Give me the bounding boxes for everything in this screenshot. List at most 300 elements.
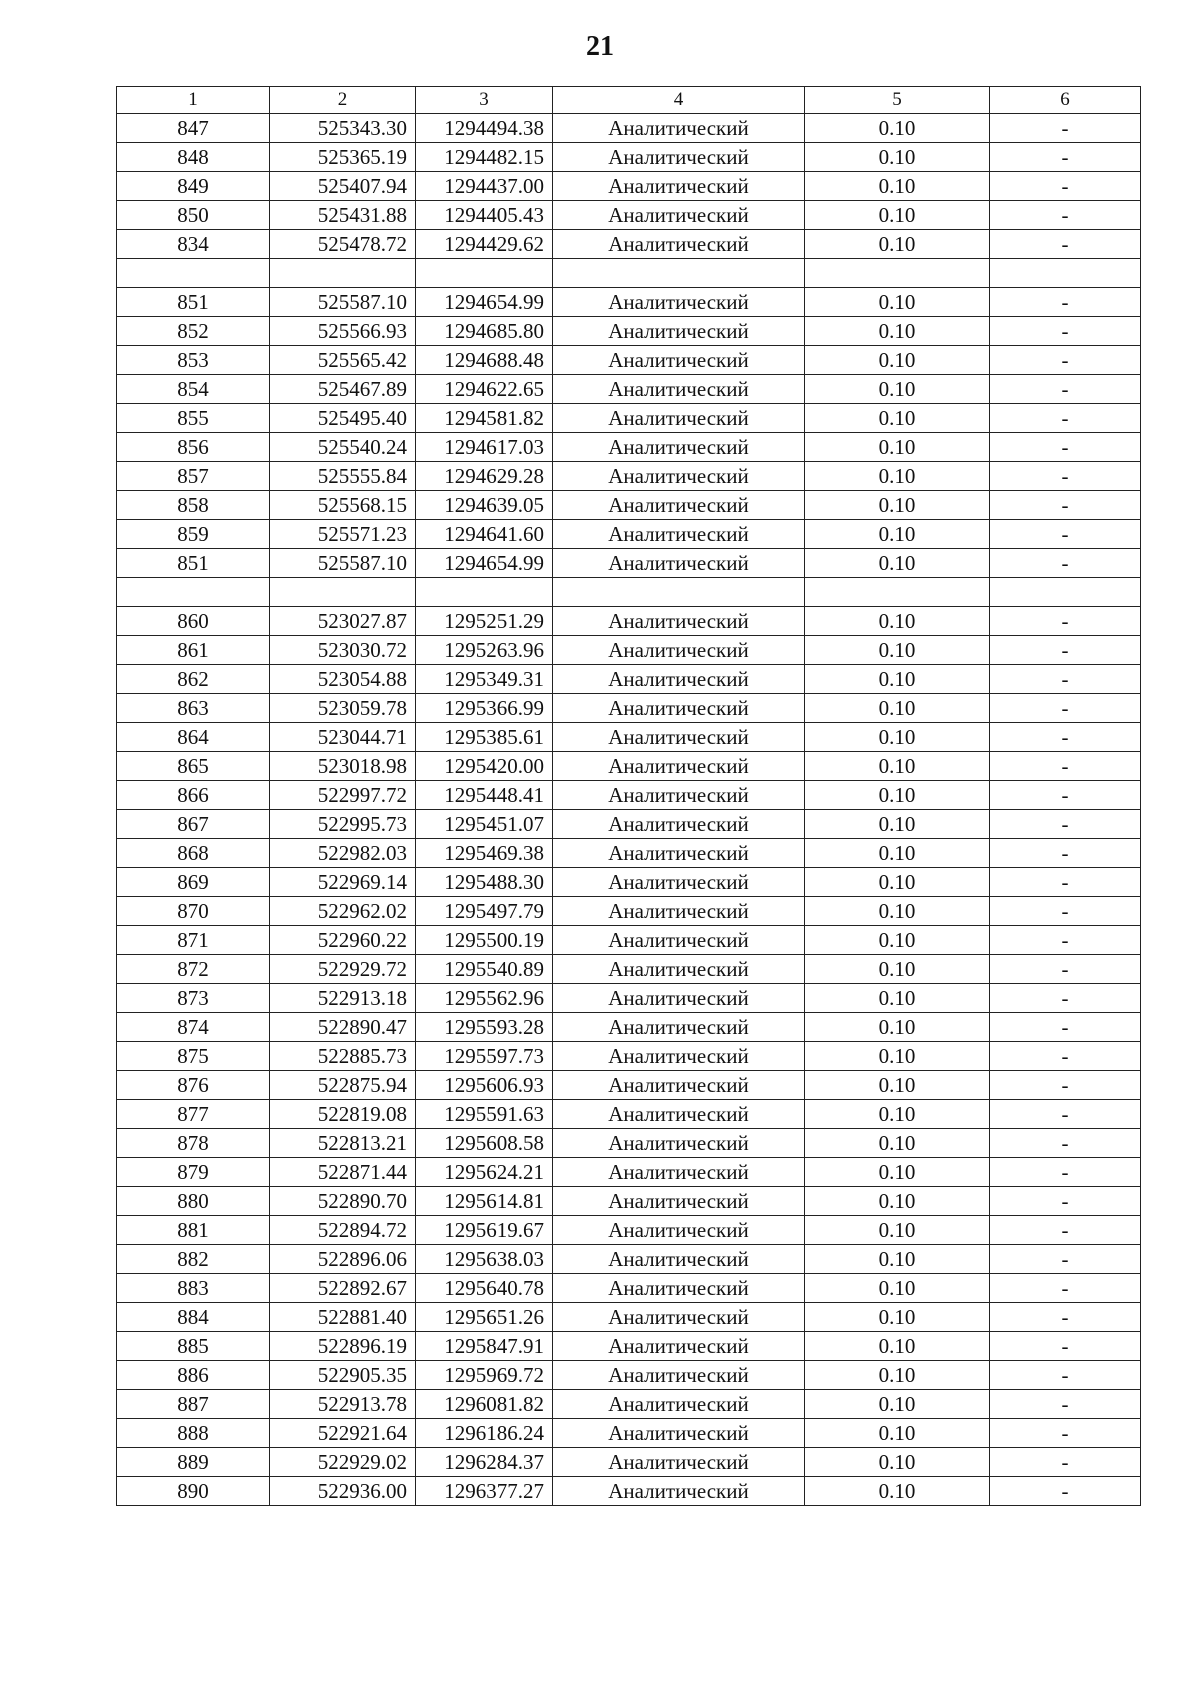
y-coordinate-cell: 1295593.28 — [416, 1013, 553, 1042]
note-cell: - — [990, 839, 1141, 868]
note-cell: - — [990, 462, 1141, 491]
table-row — [117, 955, 1141, 984]
y-coordinate-cell: 1295366.99 — [416, 694, 553, 723]
accuracy-cell: 0.10 — [805, 462, 990, 491]
table-row — [117, 723, 1141, 752]
accuracy-cell: 0.10 — [805, 1071, 990, 1100]
note-cell: - — [990, 665, 1141, 694]
point-number-cell: 869 — [117, 868, 270, 897]
method-cell: Аналитический — [553, 1390, 805, 1419]
point-number-cell: 872 — [117, 955, 270, 984]
y-coordinate-cell: 1294494.38 — [416, 114, 553, 143]
note-cell: - — [990, 317, 1141, 346]
x-coordinate-cell: 522905.35 — [270, 1361, 416, 1390]
x-coordinate-cell: 525571.23 — [270, 520, 416, 549]
table-row — [117, 1303, 1141, 1332]
method-cell: Аналитический — [553, 1477, 805, 1506]
table-row — [117, 172, 1141, 201]
x-coordinate-cell: 522969.14 — [270, 868, 416, 897]
table-row — [117, 520, 1141, 549]
x-coordinate-cell: 522936.00 — [270, 1477, 416, 1506]
table-row — [117, 259, 1141, 288]
point-number-cell: 863 — [117, 694, 270, 723]
point-number-cell: 878 — [117, 1129, 270, 1158]
y-coordinate-cell: 1294482.15 — [416, 143, 553, 172]
accuracy-cell: 0.10 — [805, 317, 990, 346]
x-coordinate-cell: 523027.87 — [270, 607, 416, 636]
accuracy-cell: 0.10 — [805, 1129, 990, 1158]
x-coordinate-cell: 525587.10 — [270, 288, 416, 317]
accuracy-cell: 0.10 — [805, 926, 990, 955]
x-coordinate-cell: 522960.22 — [270, 926, 416, 955]
x-coordinate-cell: 522892.67 — [270, 1274, 416, 1303]
note-cell: - — [990, 201, 1141, 230]
note-cell: - — [990, 288, 1141, 317]
note-cell: - — [990, 172, 1141, 201]
x-coordinate-cell: 522982.03 — [270, 839, 416, 868]
table-row — [117, 1013, 1141, 1042]
note-cell: - — [990, 433, 1141, 462]
column-header-1: 1 — [117, 87, 270, 114]
accuracy-cell: 0.10 — [805, 288, 990, 317]
table-row — [117, 549, 1141, 578]
method-cell: Аналитический — [553, 1448, 805, 1477]
point-number-cell: 881 — [117, 1216, 270, 1245]
y-coordinate-cell: 1294639.05 — [416, 491, 553, 520]
y-coordinate-cell: 1295619.67 — [416, 1216, 553, 1245]
method-cell: Аналитический — [553, 1187, 805, 1216]
accuracy-cell: 0.10 — [805, 1390, 990, 1419]
table-row — [117, 1071, 1141, 1100]
method-cell: Аналитический — [553, 1303, 805, 1332]
point-number-cell — [117, 578, 270, 607]
accuracy-cell: 0.10 — [805, 1303, 990, 1332]
method-cell: Аналитический — [553, 955, 805, 984]
y-coordinate-cell: 1294622.65 — [416, 375, 553, 404]
y-coordinate-cell: 1294654.99 — [416, 288, 553, 317]
method-cell: Аналитический — [553, 375, 805, 404]
table-row — [117, 1477, 1141, 1506]
accuracy-cell: 0.10 — [805, 172, 990, 201]
note-cell: - — [990, 897, 1141, 926]
method-cell: Аналитический — [553, 491, 805, 520]
method-cell: Аналитический — [553, 1158, 805, 1187]
x-coordinate-cell: 525565.42 — [270, 346, 416, 375]
y-coordinate-cell: 1295624.21 — [416, 1158, 553, 1187]
x-coordinate-cell: 525343.30 — [270, 114, 416, 143]
table-row — [117, 781, 1141, 810]
table-body — [117, 114, 1141, 1506]
method-cell: Аналитический — [553, 1245, 805, 1274]
x-coordinate-cell: 522894.72 — [270, 1216, 416, 1245]
method-cell: Аналитический — [553, 143, 805, 172]
table-row — [117, 143, 1141, 172]
accuracy-cell: 0.10 — [805, 636, 990, 665]
note-cell: - — [990, 752, 1141, 781]
x-coordinate-cell: 525568.15 — [270, 491, 416, 520]
accuracy-cell: 0.10 — [805, 723, 990, 752]
table-row — [117, 375, 1141, 404]
note-cell — [990, 259, 1141, 288]
accuracy-cell: 0.10 — [805, 607, 990, 636]
method-cell: Аналитический — [553, 1071, 805, 1100]
note-cell: - — [990, 810, 1141, 839]
point-number-cell: 870 — [117, 897, 270, 926]
method-cell: Аналитический — [553, 810, 805, 839]
point-number-cell: 886 — [117, 1361, 270, 1390]
point-number-cell: 867 — [117, 810, 270, 839]
accuracy-cell: 0.10 — [805, 230, 990, 259]
y-coordinate-cell: 1294405.43 — [416, 201, 553, 230]
x-coordinate-cell: 525478.72 — [270, 230, 416, 259]
table-row — [117, 752, 1141, 781]
accuracy-cell: 0.10 — [805, 114, 990, 143]
accuracy-cell: 0.10 — [805, 1332, 990, 1361]
x-coordinate-cell: 525566.93 — [270, 317, 416, 346]
y-coordinate-cell: 1296081.82 — [416, 1390, 553, 1419]
method-cell: Аналитический — [553, 549, 805, 578]
y-coordinate-cell: 1295969.72 — [416, 1361, 553, 1390]
column-header-2: 2 — [270, 87, 416, 114]
point-number-cell: 834 — [117, 230, 270, 259]
point-number-cell: 862 — [117, 665, 270, 694]
method-cell: Аналитический — [553, 1419, 805, 1448]
accuracy-cell: 0.10 — [805, 955, 990, 984]
point-number-cell: 875 — [117, 1042, 270, 1071]
point-number-cell: 853 — [117, 346, 270, 375]
y-coordinate-cell: 1295500.19 — [416, 926, 553, 955]
x-coordinate-cell: 523059.78 — [270, 694, 416, 723]
x-coordinate-cell — [270, 259, 416, 288]
point-number-cell: 887 — [117, 1390, 270, 1419]
x-coordinate-cell: 525555.84 — [270, 462, 416, 491]
accuracy-cell: 0.10 — [805, 752, 990, 781]
table-row — [117, 926, 1141, 955]
x-coordinate-cell: 522885.73 — [270, 1042, 416, 1071]
accuracy-cell: 0.10 — [805, 1274, 990, 1303]
x-coordinate-cell: 525587.10 — [270, 549, 416, 578]
table-row — [117, 288, 1141, 317]
accuracy-cell: 0.10 — [805, 868, 990, 897]
column-header-4: 4 — [553, 87, 805, 114]
method-cell: Аналитический — [553, 520, 805, 549]
accuracy-cell: 0.10 — [805, 404, 990, 433]
column-header-5: 5 — [805, 87, 990, 114]
method-cell: Аналитический — [553, 1274, 805, 1303]
y-coordinate-cell: 1295448.41 — [416, 781, 553, 810]
point-number-cell: 879 — [117, 1158, 270, 1187]
accuracy-cell: 0.10 — [805, 201, 990, 230]
note-cell: - — [990, 1129, 1141, 1158]
method-cell: Аналитический — [553, 984, 805, 1013]
y-coordinate-cell: 1294685.80 — [416, 317, 553, 346]
note-cell: - — [990, 723, 1141, 752]
point-number-cell: 873 — [117, 984, 270, 1013]
x-coordinate-cell: 525467.89 — [270, 375, 416, 404]
table-row — [117, 1129, 1141, 1158]
point-number-cell: 865 — [117, 752, 270, 781]
note-cell: - — [990, 1071, 1141, 1100]
note-cell: - — [990, 1245, 1141, 1274]
y-coordinate-cell: 1295606.93 — [416, 1071, 553, 1100]
note-cell: - — [990, 984, 1141, 1013]
x-coordinate-cell: 522913.18 — [270, 984, 416, 1013]
method-cell: Аналитический — [553, 897, 805, 926]
method-cell: Аналитический — [553, 230, 805, 259]
x-coordinate-cell: 522819.08 — [270, 1100, 416, 1129]
table-row — [117, 984, 1141, 1013]
note-cell: - — [990, 1042, 1141, 1071]
point-number-cell: 851 — [117, 549, 270, 578]
table-row — [117, 1361, 1141, 1390]
note-cell: - — [990, 1477, 1141, 1506]
y-coordinate-cell: 1295349.31 — [416, 665, 553, 694]
point-number-cell: 857 — [117, 462, 270, 491]
accuracy-cell: 0.10 — [805, 694, 990, 723]
point-number-cell: 888 — [117, 1419, 270, 1448]
y-coordinate-cell: 1296186.24 — [416, 1419, 553, 1448]
table-row — [117, 1332, 1141, 1361]
table-row — [117, 810, 1141, 839]
y-coordinate-cell: 1295420.00 — [416, 752, 553, 781]
point-number-cell: 847 — [117, 114, 270, 143]
point-number-cell: 864 — [117, 723, 270, 752]
accuracy-cell: 0.10 — [805, 810, 990, 839]
accuracy-cell: 0.10 — [805, 1419, 990, 1448]
point-number-cell: 874 — [117, 1013, 270, 1042]
x-coordinate-cell: 525431.88 — [270, 201, 416, 230]
method-cell: Аналитический — [553, 114, 805, 143]
x-coordinate-cell: 523018.98 — [270, 752, 416, 781]
table-row — [117, 839, 1141, 868]
table-header-row — [117, 87, 1141, 114]
method-cell: Аналитический — [553, 1100, 805, 1129]
note-cell: - — [990, 1448, 1141, 1477]
table-row — [117, 1158, 1141, 1187]
note-cell: - — [990, 955, 1141, 984]
y-coordinate-cell: 1295251.29 — [416, 607, 553, 636]
y-coordinate-cell: 1295640.78 — [416, 1274, 553, 1303]
y-coordinate-cell: 1295638.03 — [416, 1245, 553, 1274]
y-coordinate-cell: 1294688.48 — [416, 346, 553, 375]
accuracy-cell: 0.10 — [805, 520, 990, 549]
method-cell: Аналитический — [553, 926, 805, 955]
x-coordinate-cell: 523054.88 — [270, 665, 416, 694]
x-coordinate-cell: 522995.73 — [270, 810, 416, 839]
table-row — [117, 346, 1141, 375]
method-cell — [553, 259, 805, 288]
table-row — [117, 897, 1141, 926]
x-coordinate-cell: 522913.78 — [270, 1390, 416, 1419]
x-coordinate-cell: 525365.19 — [270, 143, 416, 172]
x-coordinate-cell: 522890.70 — [270, 1187, 416, 1216]
x-coordinate-cell: 522896.19 — [270, 1332, 416, 1361]
method-cell: Аналитический — [553, 752, 805, 781]
note-cell: - — [990, 375, 1141, 404]
x-coordinate-cell: 522929.02 — [270, 1448, 416, 1477]
table-row — [117, 868, 1141, 897]
x-coordinate-cell: 522881.40 — [270, 1303, 416, 1332]
table-row — [117, 1216, 1141, 1245]
method-cell: Аналитический — [553, 1332, 805, 1361]
x-coordinate-cell: 525540.24 — [270, 433, 416, 462]
x-coordinate-cell: 522921.64 — [270, 1419, 416, 1448]
accuracy-cell: 0.10 — [805, 984, 990, 1013]
note-cell: - — [990, 636, 1141, 665]
note-cell: - — [990, 549, 1141, 578]
method-cell: Аналитический — [553, 1042, 805, 1071]
table-row — [117, 201, 1141, 230]
accuracy-cell: 0.10 — [805, 1013, 990, 1042]
accuracy-cell: 0.10 — [805, 549, 990, 578]
y-coordinate-cell: 1295469.38 — [416, 839, 553, 868]
note-cell: - — [990, 114, 1141, 143]
accuracy-cell: 0.10 — [805, 1245, 990, 1274]
point-number-cell: 861 — [117, 636, 270, 665]
y-coordinate-cell: 1295608.58 — [416, 1129, 553, 1158]
method-cell: Аналитический — [553, 607, 805, 636]
accuracy-cell: 0.10 — [805, 433, 990, 462]
y-coordinate-cell: 1295385.61 — [416, 723, 553, 752]
method-cell: Аналитический — [553, 868, 805, 897]
table-row — [117, 230, 1141, 259]
point-number-cell: 866 — [117, 781, 270, 810]
method-cell: Аналитический — [553, 288, 805, 317]
point-number-cell: 859 — [117, 520, 270, 549]
note-cell: - — [990, 1274, 1141, 1303]
note-cell: - — [990, 607, 1141, 636]
point-number-cell: 858 — [117, 491, 270, 520]
point-number-cell: 871 — [117, 926, 270, 955]
accuracy-cell: 0.10 — [805, 781, 990, 810]
accuracy-cell: 0.10 — [805, 1216, 990, 1245]
y-coordinate-cell: 1295540.89 — [416, 955, 553, 984]
point-number-cell: 852 — [117, 317, 270, 346]
table-row — [117, 1419, 1141, 1448]
note-cell: - — [990, 1158, 1141, 1187]
point-number-cell: 855 — [117, 404, 270, 433]
table-row — [117, 607, 1141, 636]
x-coordinate-cell: 523044.71 — [270, 723, 416, 752]
y-coordinate-cell: 1294437.00 — [416, 172, 553, 201]
accuracy-cell: 0.10 — [805, 1187, 990, 1216]
accuracy-cell: 0.10 — [805, 1448, 990, 1477]
point-number-cell — [117, 259, 270, 288]
point-number-cell: 849 — [117, 172, 270, 201]
accuracy-cell: 0.10 — [805, 839, 990, 868]
y-coordinate-cell: 1295597.73 — [416, 1042, 553, 1071]
table-row — [117, 1274, 1141, 1303]
x-coordinate-cell: 522875.94 — [270, 1071, 416, 1100]
accuracy-cell: 0.10 — [805, 1477, 990, 1506]
note-cell: - — [990, 1390, 1141, 1419]
accuracy-cell — [805, 259, 990, 288]
column-header-6: 6 — [990, 87, 1141, 114]
accuracy-cell: 0.10 — [805, 491, 990, 520]
y-coordinate-cell: 1295488.30 — [416, 868, 553, 897]
method-cell: Аналитический — [553, 839, 805, 868]
point-number-cell: 889 — [117, 1448, 270, 1477]
y-coordinate-cell: 1294654.99 — [416, 549, 553, 578]
method-cell: Аналитический — [553, 201, 805, 230]
accuracy-cell: 0.10 — [805, 1361, 990, 1390]
accuracy-cell: 0.10 — [805, 1042, 990, 1071]
y-coordinate-cell: 1295562.96 — [416, 984, 553, 1013]
method-cell: Аналитический — [553, 636, 805, 665]
x-coordinate-cell: 522997.72 — [270, 781, 416, 810]
table-row — [117, 1042, 1141, 1071]
method-cell: Аналитический — [553, 172, 805, 201]
method-cell: Аналитический — [553, 317, 805, 346]
table-row — [117, 114, 1141, 143]
coordinates-table — [116, 86, 1141, 1506]
note-cell: - — [990, 1100, 1141, 1129]
y-coordinate-cell — [416, 259, 553, 288]
accuracy-cell: 0.10 — [805, 346, 990, 375]
point-number-cell: 883 — [117, 1274, 270, 1303]
accuracy-cell: 0.10 — [805, 375, 990, 404]
note-cell: - — [990, 1216, 1141, 1245]
method-cell: Аналитический — [553, 404, 805, 433]
y-coordinate-cell: 1295497.79 — [416, 897, 553, 926]
x-coordinate-cell: 522962.02 — [270, 897, 416, 926]
x-coordinate-cell: 523030.72 — [270, 636, 416, 665]
table-row — [117, 1187, 1141, 1216]
method-cell: Аналитический — [553, 1361, 805, 1390]
method-cell: Аналитический — [553, 433, 805, 462]
table-row — [117, 433, 1141, 462]
table-row — [117, 578, 1141, 607]
y-coordinate-cell — [416, 578, 553, 607]
y-coordinate-cell: 1295651.26 — [416, 1303, 553, 1332]
table-row — [117, 665, 1141, 694]
y-coordinate-cell: 1294581.82 — [416, 404, 553, 433]
point-number-cell: 860 — [117, 607, 270, 636]
point-number-cell: 877 — [117, 1100, 270, 1129]
y-coordinate-cell: 1294617.03 — [416, 433, 553, 462]
note-cell: - — [990, 926, 1141, 955]
note-cell: - — [990, 230, 1141, 259]
point-number-cell: 868 — [117, 839, 270, 868]
point-number-cell: 854 — [117, 375, 270, 404]
note-cell: - — [990, 1332, 1141, 1361]
method-cell: Аналитический — [553, 1013, 805, 1042]
note-cell: - — [990, 491, 1141, 520]
x-coordinate-cell: 522890.47 — [270, 1013, 416, 1042]
method-cell — [553, 578, 805, 607]
table-row — [117, 636, 1141, 665]
y-coordinate-cell: 1295847.91 — [416, 1332, 553, 1361]
note-cell: - — [990, 781, 1141, 810]
x-coordinate-cell: 522813.21 — [270, 1129, 416, 1158]
y-coordinate-cell: 1294629.28 — [416, 462, 553, 491]
note-cell: - — [990, 404, 1141, 433]
table-row — [117, 491, 1141, 520]
point-number-cell: 876 — [117, 1071, 270, 1100]
y-coordinate-cell: 1296377.27 — [416, 1477, 553, 1506]
x-coordinate-cell: 525495.40 — [270, 404, 416, 433]
method-cell: Аналитический — [553, 462, 805, 491]
accuracy-cell: 0.10 — [805, 1100, 990, 1129]
table-row — [117, 462, 1141, 491]
y-coordinate-cell: 1295614.81 — [416, 1187, 553, 1216]
note-cell: - — [990, 346, 1141, 375]
table-row — [117, 1390, 1141, 1419]
x-coordinate-cell: 522929.72 — [270, 955, 416, 984]
method-cell: Аналитический — [553, 723, 805, 752]
point-number-cell: 851 — [117, 288, 270, 317]
column-header-3: 3 — [416, 87, 553, 114]
